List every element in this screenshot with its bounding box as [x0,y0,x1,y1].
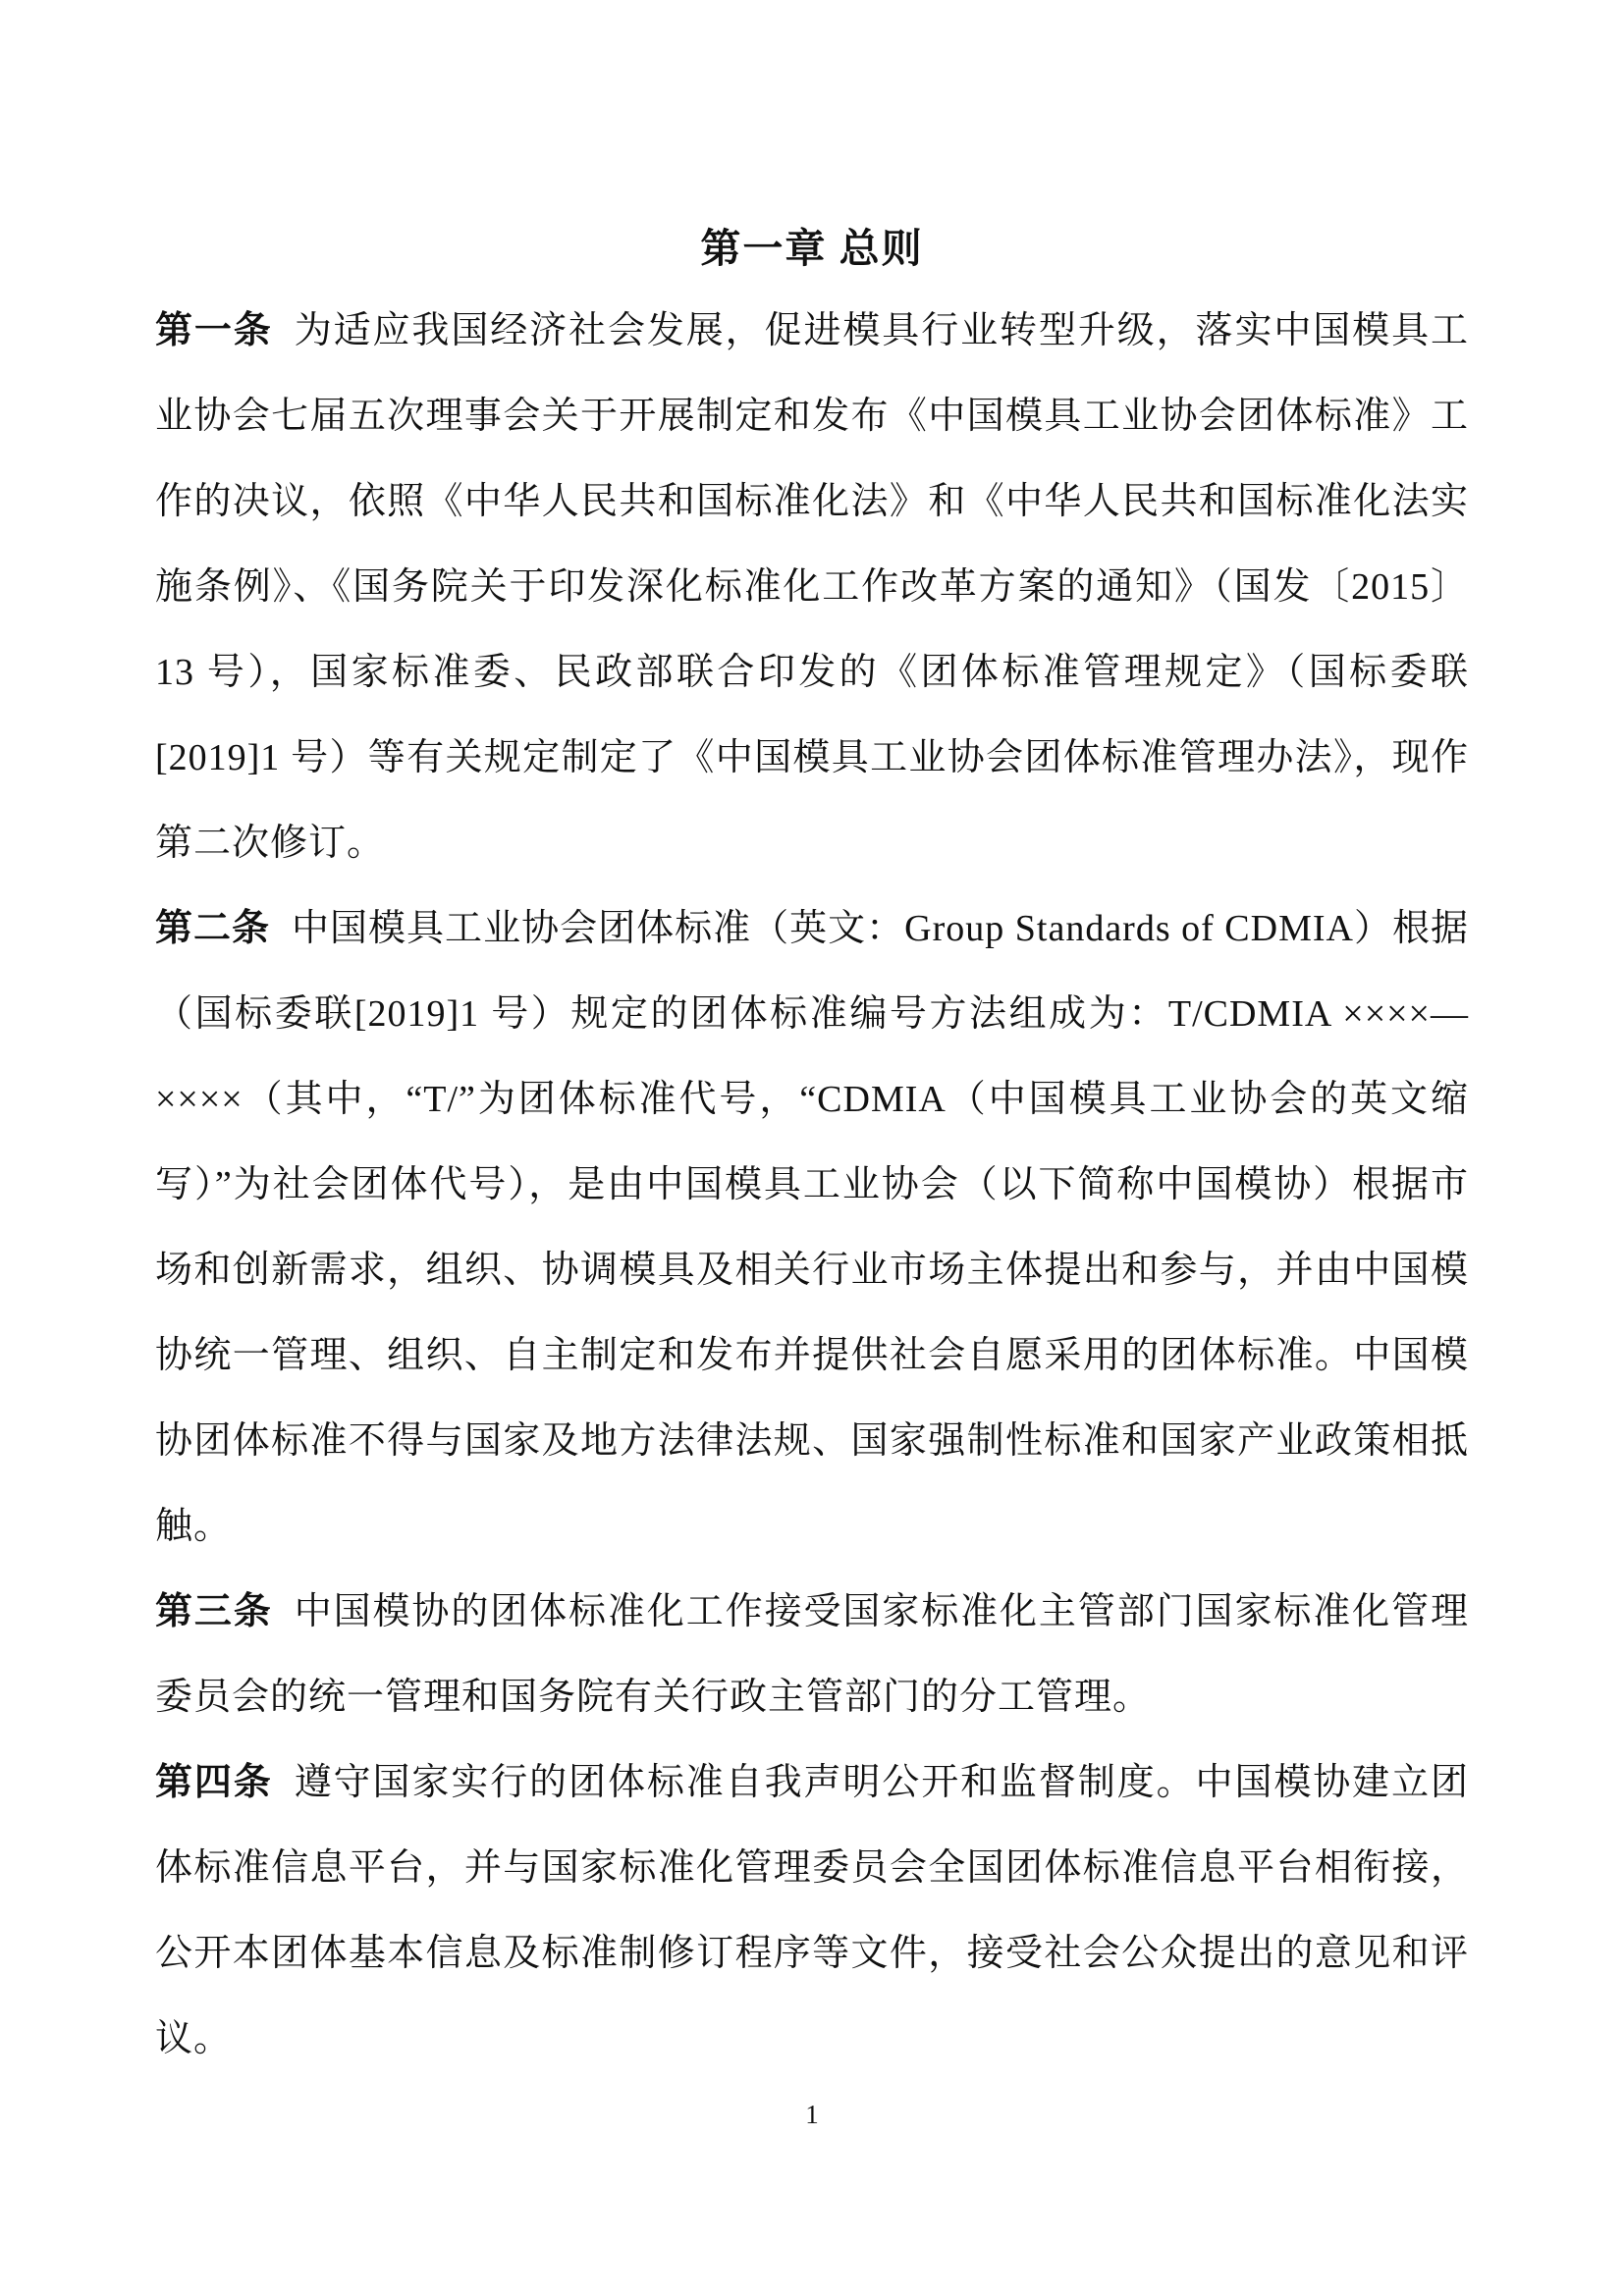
article-4-label: 第四条 [155,1762,273,1803]
page-number: 1 [805,2100,819,2129]
article-1 [155,289,1469,886]
document-body [155,289,1469,2082]
article-3-text: 中国模协的团体标准化工作接受国家标准化主管部门国家标准化管理委员会的统一管理和国务院有关行政主管部门的分工管理。 [155,1591,1469,1718]
chapter-title: 第一章 总则 [700,226,924,271]
article-3 [155,1570,1469,1740]
article-2-label: 第二条 [155,908,271,949]
article-2-text: 中国模具工业协会团体标准（英文：Group Standards of CDMIA）根据（国标委联[2019]1 号）规定的团体标准编号方法组成为：T/CDMIA ××××—××××（其中，“T/”为团体标准代号，“CDMIA（中国模具工业协会的英文缩写）”为社会团体代号），是由中国模具工业协会（以下简称中国模协）根据市场和创新需求，组织、协调模具及相关行业市场主体提出和参与，并由中国模协统一管理、组织、自主制定和发布并提供社会自愿采用的团体标准。中国模协团体标准不得与国家及地方法律法规、国家强制性标准和国家产业政策相抵触。 [155,908,1469,1547]
article-2 [155,886,1469,1570]
article-1-text: 为适应我国经济社会发展，促进模具行业转型升级，落实中国模具工业协会七届五次理事会关于开展制定和发布《中国模具工业协会团体标准》工作的决议，依照《中华人民共和国标准化法》和《中华人民共和国标准化法实施条例》、《国务院关于印发深化标准化工作改革方案的通知》（国发〔2015〕13 号），国家标准委、民政部联合印发的《团体标准管理规定》（国标委联[2019]1 号）等有关规定制定了《中国模具工业协会团体标准管理办法》，现作第二次修订。 [155,310,1469,864]
article-3-label: 第三条 [155,1591,273,1632]
article-1-label: 第一条 [155,310,273,351]
article-4 [155,1740,1469,2082]
article-4-text: 遵守国家实行的团体标准自我声明公开和监督制度。中国模协建立团体标准信息平台，并与国家标准化管理委员会全国团体标准信息平台相衔接，公开本团体基本信息及标准制修订程序等文件，接受社会公众提出的意见和评议。 [155,1762,1469,2059]
